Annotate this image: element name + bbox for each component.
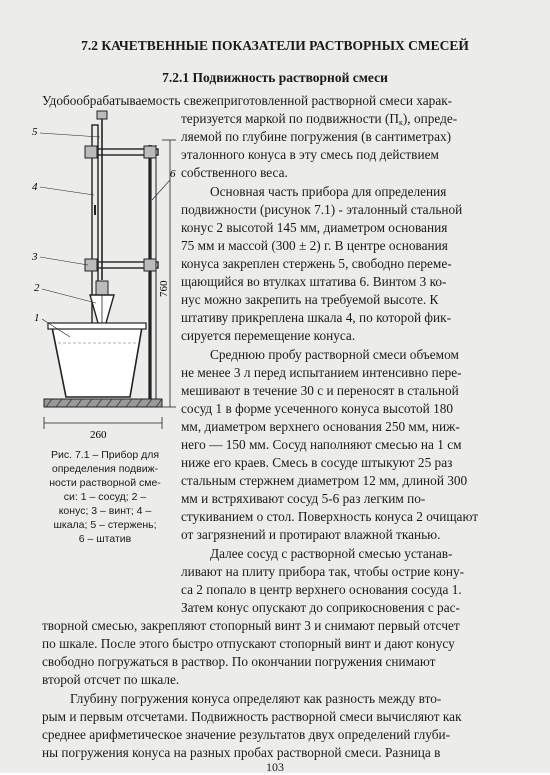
label-5: 5 — [32, 126, 38, 138]
text-line: Глубину погружения конуса определяют как разность между вто- — [70, 691, 442, 706]
subsection-title: 7.2.1 Подвижность растворной смеси — [162, 70, 388, 85]
text-line: конуса закреплен стержень 5, свободно переме- — [181, 256, 452, 271]
text-line: подвижности (рисунок 7.1) - эталонный стальной — [181, 202, 463, 217]
text-line: ниже его краев. Смесь в сосуде штыкуют 25 раз — [181, 455, 453, 470]
text-line: Среднюю пробу растворной смеси объемом — [210, 347, 459, 362]
text-line: нус можно закрепить на требуемой высоте. К — [181, 292, 439, 307]
label-6: 6 — [170, 168, 176, 180]
text-line: Затем конус опускают до соприкосновения с рас- — [181, 600, 460, 615]
base-plate — [44, 399, 162, 407]
text-line: конус 2 высотой 145 мм, диаметром основания — [181, 220, 448, 235]
label-2: 2 — [34, 282, 40, 294]
text-line: сируется перемещение конуса. — [181, 328, 356, 343]
dimension-width: 260 — [90, 429, 107, 441]
text-line: среднее арифметическое значение результатов двух определений глуби- — [42, 727, 451, 742]
label-3: 3 — [32, 251, 38, 263]
text-line: него — 150 мм. Сосуд наполняют смесью на 1 см — [181, 437, 462, 452]
page-number: 103 — [266, 760, 284, 774]
text-line: щающийся во втулках штатива 6. Винтом 3 ко- — [181, 274, 447, 289]
text-line: свободно погружаться в раствор. По окончании погружения снимают — [42, 654, 436, 669]
text-line: ляемой по глубине погружения (в сантиметрах) — [181, 129, 452, 144]
text-line: мм, диаметром верхнего основания 250 мм, ниж- — [181, 419, 460, 434]
text-line: эталонного конуса в эту смесь под действием — [181, 147, 439, 162]
text-line: мешивают в течение 30 с и переносят в стальной — [181, 383, 459, 398]
text-line: Удобообрабатываемость свежеприготовленной растворной смеси харак- — [42, 93, 453, 108]
text-line: стальным стержнем диаметром 12 мм, длиной 300 — [181, 473, 468, 488]
section-title: 7.2 КАЧЕТВЕННЫЕ ПОКАЗАТЕЛИ РАСТВОРНЫХ СМЕСЕЙ — [81, 38, 469, 53]
label-1: 1 — [34, 312, 40, 324]
text-line: рым и первым отсчетами. Подвижность растворной смеси вычисляют как — [42, 709, 462, 724]
label-4: 4 — [32, 181, 38, 193]
text-line: ны погружения конуса на разных пробах растворной смеси. Разница в — [42, 745, 441, 760]
dimension-height: 760 — [158, 280, 170, 297]
figure-caption: Рис. 7.1 – Прибор для определения подвиж- ности растворной сме- си: 1 – сосуд; 2 – конус; 3 – винт; 4 – шкала; 5 – стержень; 6 – штатив — [49, 449, 161, 545]
text-line: собственного веса. — [181, 165, 288, 180]
text-line: от загрязнений и протирают влажной тканью. — [181, 527, 441, 542]
text-line: теризуется маркой по подвижности $(П_к)$, опреде- — [181, 111, 458, 127]
text-line: творной смесью, закрепляют стопорный винт 3 и снимают первый отсчет — [42, 618, 460, 633]
text-line: не менее 3 л перед испытанием интенсивно пере- — [181, 365, 462, 380]
text-line: по шкале. После этого быстро отпускают стопорный винт и дают конусу — [42, 636, 455, 651]
text-line: 75 мм и массой (300 ± 2) г. В центре основания — [181, 238, 448, 253]
text-line: мм и встряхивают сосуд 5-6 раз легким по- — [181, 491, 426, 506]
text-line: штативу прикреплена шкала 4, по которой фик- — [181, 310, 452, 325]
text-line: сосуд 1 в форме усеченного конуса высотой 180 — [181, 401, 454, 416]
text-line: Основная часть прибора для определения — [210, 184, 447, 199]
vessel — [52, 327, 142, 397]
text-line: Далее сосуд с растворной смесью устанав- — [210, 546, 453, 561]
text-line: са 2 попало в центр верхнего основания сосуда 1. — [181, 582, 462, 597]
text-line: стукиванием о стол. Поверхность конуса 2 очищают — [181, 509, 479, 524]
apparatus-figure — [30, 105, 180, 445]
text-line: второй отсчет по шкале. — [42, 672, 180, 687]
text-line: ливают на плиту прибора так, чтобы острие кону- — [181, 564, 465, 579]
